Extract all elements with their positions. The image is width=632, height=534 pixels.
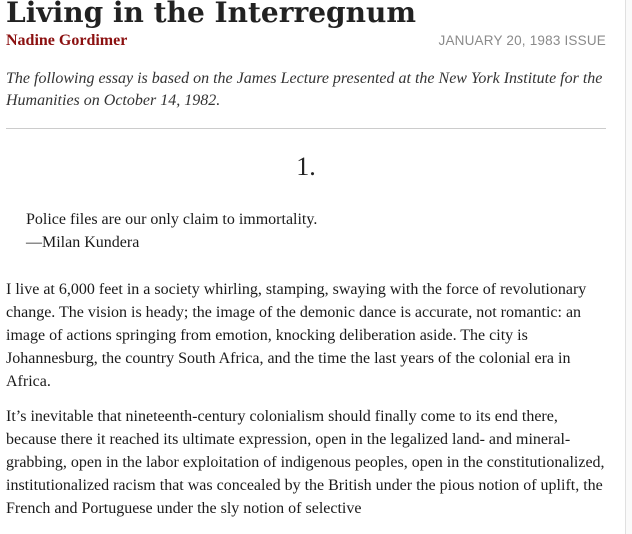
epigraph-attribution: —Milan Kundera xyxy=(26,234,140,251)
epigraph xyxy=(26,208,606,254)
epigraph-quote: Police files are our only claim to immortality. xyxy=(26,211,318,228)
article-body xyxy=(6,278,606,520)
article-title: Living in the Interregnum xyxy=(6,0,416,29)
issue-date-link[interactable]: JANUARY 20, 1983 ISSUE xyxy=(438,33,606,48)
section-divider xyxy=(6,128,606,129)
article-intro: The following essay is based on the James Lecture presented at the New York Institute for the Humanities on October 14, 1982. xyxy=(6,70,603,109)
page-scrollbar[interactable] xyxy=(625,0,632,534)
body-paragraph: I live at 6,000 feet in a society whirling, stamping, swaying with the force of revolutionary change. The vision is heady; the image of the demonic dance is accurate, not romantic: an image of actions springing from emotion, knocking deliberation aside. The city is Johannesburg, the country South Africa, and the time the last years of the colonial era in Africa. xyxy=(6,281,587,390)
author-link[interactable]: Nadine Gordimer xyxy=(6,32,128,49)
section-number: 1. xyxy=(296,152,316,181)
body-paragraph: It’s inevitable that nineteenth-century colonialism should finally come to its end there, because there it reached its ultimate expression, open in the legalized land- and mineral-grabbing, open in the labor exploitation of indigenous peoples, open in the constitutionalized, institutionalized racism that was concealed by the British under the pious notion of uplift, the French and Portuguese under the sly notion of selective xyxy=(6,408,605,517)
byline-row xyxy=(6,32,606,50)
